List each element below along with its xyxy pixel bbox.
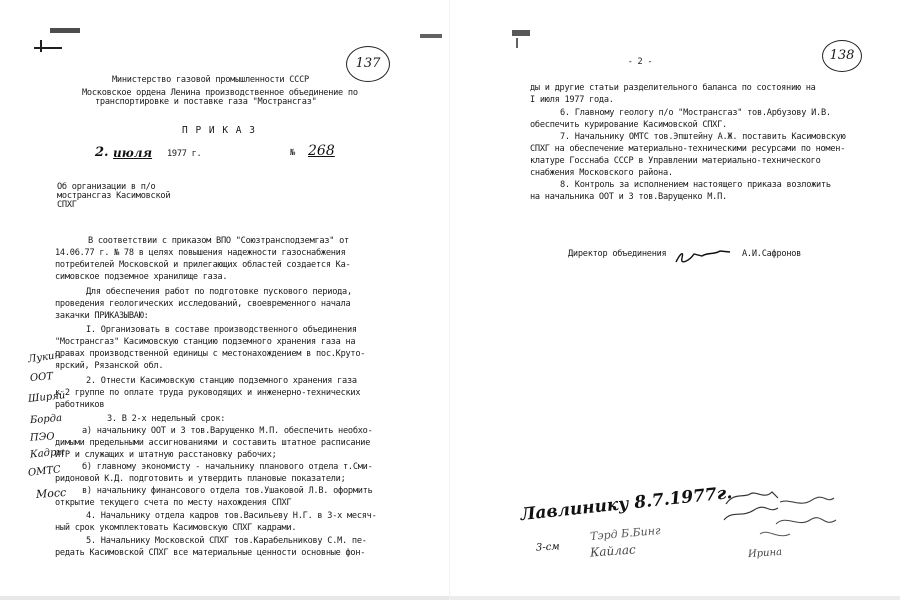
page-bottom-mark bbox=[450, 596, 900, 600]
body-line: клатуре Госснаба СССР в Управлении материально-технического bbox=[530, 156, 821, 166]
scan-artifact bbox=[420, 34, 442, 38]
body-line: проведения геологических исследований, своевременного начала bbox=[55, 299, 351, 309]
page-bottom-mark bbox=[0, 596, 450, 600]
body-line: 6. Главному геологу п/о "Мострансгаз" тов.Арбузову И.В. bbox=[560, 108, 831, 118]
body-line: 8. Контроль за исполнением настоящего приказа возложить bbox=[560, 180, 831, 190]
body-line: димыми предельными ассигнованиями и составить штатное расписание bbox=[55, 438, 371, 448]
resolution-handwriting: Ирина bbox=[747, 546, 783, 561]
date-year: 1977 г. bbox=[167, 149, 202, 159]
subject-line: СПХГ bbox=[57, 200, 77, 210]
scan-artifact bbox=[516, 38, 518, 48]
body-line: потребителей Московской и прилегающих областей создается Ка- bbox=[55, 260, 351, 270]
scan-artifact bbox=[50, 28, 80, 33]
handwritten-signature-cluster bbox=[720, 484, 840, 550]
order-number bbox=[290, 143, 380, 161]
body-line: I июля 1977 года. bbox=[530, 95, 614, 105]
margin-signature: Ширяй bbox=[27, 390, 66, 405]
body-line: 5. Начальнику Московской СПХГ тов.Карабельникову С.М. пе- bbox=[86, 536, 367, 546]
margin-signature: Лукин bbox=[27, 349, 62, 366]
margin-signature: Кадры bbox=[29, 446, 66, 461]
body-line: работников bbox=[55, 400, 105, 410]
body-line: обеспечить курирование Касимовской СПХГ. bbox=[530, 120, 727, 130]
body-line: правах производственной единицы с местонахождением в пос.Круто- bbox=[55, 349, 366, 359]
subject-line: мострансгаз Касимовской bbox=[57, 191, 171, 201]
organization-header: транспортировке и поставке газа "Мострансгаз" bbox=[95, 97, 317, 107]
resolution-handwriting: Кайлас bbox=[589, 542, 637, 560]
body-line: а) начальнику ООТ и З тов.Варущенко М.П. обеспечить необхо- bbox=[82, 426, 373, 436]
body-line: 4. Начальнику отдела кадров тов.Васильеву Н.Г. в 3-х месяч- bbox=[86, 511, 377, 521]
resolution-handwriting: Тэрд Б.Бинг bbox=[589, 523, 661, 544]
body-line: ды и другие статьи разделительного баланса по состоянию на bbox=[530, 83, 816, 93]
number-value: 268 bbox=[308, 143, 335, 159]
body-line: 7. Начальнику ОМТС тов.Эпштейну А.Ж. поставить Касимовскую bbox=[560, 132, 846, 142]
signatory-name: А.И.Сафронов bbox=[742, 249, 802, 259]
body-line: открытие текущего счета по месту нахождения СПХГ bbox=[55, 498, 292, 508]
ministry-header: Министерство газовой промышленности СССР bbox=[112, 75, 309, 85]
document-type-title: П Р И К А З bbox=[182, 125, 256, 136]
body-line: на начальника ООТ и З тов.Варущенко М.П. bbox=[530, 192, 727, 202]
body-line: ИТР и служащих и штатную расстановку рабочих; bbox=[55, 450, 277, 460]
body-line: ридоновой К.Д. подготовить и утвердить плановые показатели; bbox=[55, 474, 346, 484]
date-month: июля bbox=[113, 146, 153, 160]
body-line: в) начальнику финансового отдела тов.Ушаковой Л.В. оформить bbox=[82, 486, 373, 496]
body-line: симовское подземное хранилище газа. bbox=[55, 272, 228, 282]
body-line: б) главному экономисту - начальнику планового отдела т.Сми- bbox=[82, 462, 373, 472]
subject-line: Об организации в п/о bbox=[57, 182, 156, 192]
director-signature bbox=[672, 244, 734, 266]
body-line: I. Организовать в составе производственного объединения bbox=[86, 325, 357, 335]
body-line: к 2 группе по оплате труда руководящих и инженерно-технических bbox=[55, 388, 361, 398]
body-line: ный срок укомплектовать Касимовскую СПХГ кадрами. bbox=[55, 523, 297, 533]
resolution-handwriting: Лавлинику 8.7.1977г. bbox=[519, 482, 734, 526]
signatory-title: Директор объединения bbox=[568, 249, 667, 259]
order-date bbox=[95, 145, 255, 161]
resolution-handwriting: 3-см bbox=[535, 541, 560, 554]
margin-signature: Борда bbox=[29, 412, 63, 427]
archive-page-stamp: 138 bbox=[822, 40, 862, 72]
body-line: редать Касимовской СПХГ все материальные ценности основные фон- bbox=[55, 548, 366, 558]
body-line: ярский, Рязанской обл. bbox=[55, 361, 164, 371]
scan-artifact bbox=[40, 40, 42, 52]
archive-page-stamp: 137 bbox=[346, 46, 390, 82]
body-line: 14.06.77 г. № 78 в целях повышения надежности газоснабжения bbox=[55, 248, 346, 258]
scan-artifact bbox=[34, 47, 62, 49]
body-line: закачки ПРИКАЗЫВАЮ: bbox=[55, 311, 149, 321]
margin-signature: ПЭО bbox=[29, 431, 55, 444]
order-page-2 bbox=[450, 0, 900, 600]
page-number: - 2 - bbox=[627, 57, 653, 67]
organization-header: Московское ордена Ленина производственное объединение по bbox=[82, 88, 358, 98]
number-label: № bbox=[290, 148, 295, 158]
margin-signature: ООТ bbox=[29, 371, 54, 384]
body-line: Для обеспечения работ по подготовке пускового периода, bbox=[86, 287, 352, 297]
body-line: 2. Отнести Касимовскую станцию подземного хранения газа bbox=[86, 376, 357, 386]
margin-signature: Мосс bbox=[35, 485, 67, 502]
body-line: 3. В 2-х недельный срок: bbox=[107, 414, 226, 424]
margin-signature: ОМТС bbox=[27, 464, 62, 479]
body-line: снабжения Московского района. bbox=[530, 168, 673, 178]
date-day: 2. bbox=[95, 145, 109, 160]
scan-artifact bbox=[512, 30, 530, 36]
body-line: "Мострансгаз" Касимовскую станцию подземного хранения газа на bbox=[55, 337, 356, 347]
body-line: СПХГ на обеспечение материально-техническими ресурсами по номен- bbox=[530, 144, 846, 154]
body-line: В соответствии с приказом ВПО "Союзтрансподземгаз" от bbox=[88, 236, 349, 246]
